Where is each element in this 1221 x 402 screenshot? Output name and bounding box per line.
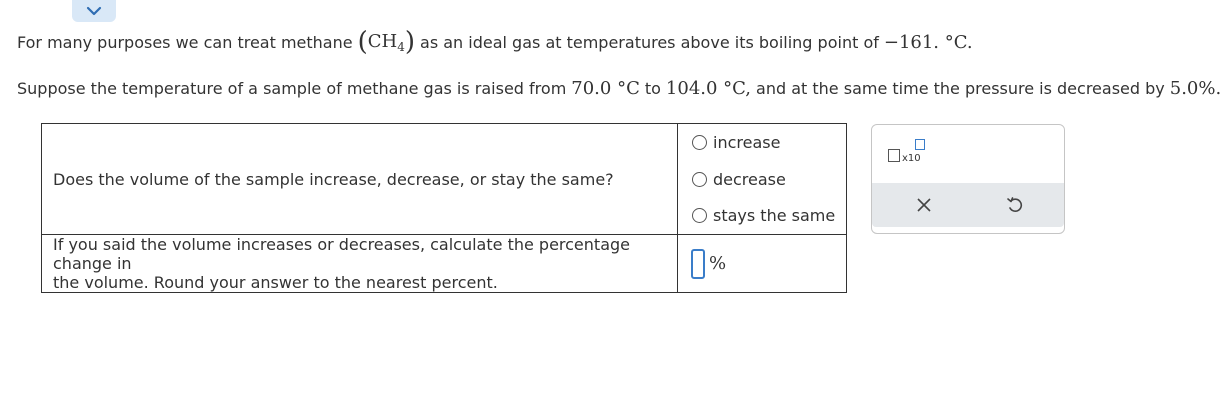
close-icon xyxy=(917,198,931,212)
question2-answer-cell xyxy=(678,235,847,293)
option-stays-the-same[interactable] xyxy=(678,197,846,234)
option-label: stays the same xyxy=(713,206,836,225)
chevron-down-icon xyxy=(86,6,102,16)
pressure-change: 5.0%. xyxy=(1169,77,1221,99)
mantissa-box-icon xyxy=(888,149,900,162)
scenario-text-1: Suppose the temperature of a sample of methane gas is raised from xyxy=(17,78,567,98)
option-label: decrease xyxy=(713,169,786,189)
scenario-text-3: and at the same time the pressure is decreased by xyxy=(756,78,1165,98)
intro-sentence xyxy=(17,28,973,56)
option-label: increase xyxy=(713,133,781,152)
question2-line1: If you said the volume increases or decreases, calculate the percentage change in xyxy=(53,235,630,273)
option-increase[interactable] xyxy=(678,124,846,161)
undo-button[interactable] xyxy=(1005,195,1025,215)
option-decrease[interactable] xyxy=(678,161,846,198)
initial-temperature: 70.0 °C xyxy=(571,77,640,99)
scientific-notation-button[interactable] xyxy=(888,139,928,165)
x10-label: x10 xyxy=(902,153,921,164)
question-row-volume-direction xyxy=(42,124,847,235)
boiling-point-value: −161. °C. xyxy=(883,31,973,53)
percent-change-input[interactable] xyxy=(691,249,705,279)
percent-unit: % xyxy=(709,253,727,274)
question-row-percent-change xyxy=(42,235,847,293)
methane-formula: $CH_4$ xyxy=(367,30,405,54)
radio-button-icon[interactable] xyxy=(692,172,707,187)
open-paren: ( xyxy=(357,27,368,57)
answer-tools-panel xyxy=(871,124,1065,234)
intro-text-after: as an ideal gas at temperatures above its boiling point of xyxy=(420,32,879,52)
clear-button[interactable] xyxy=(914,195,934,215)
question-table xyxy=(41,123,847,293)
exponent-box-icon xyxy=(915,139,925,150)
question2-line2: the volume. Round your answer to the nearest percent. xyxy=(53,273,498,292)
question1-text: Does the volume of the sample increase, decrease, or stay the same? xyxy=(42,124,678,235)
scenario-sentence xyxy=(17,74,1221,102)
question1-options xyxy=(678,124,847,235)
tools-toolbar xyxy=(872,183,1064,227)
close-paren: ) xyxy=(404,27,416,57)
radio-button-icon[interactable] xyxy=(692,135,707,150)
question2-text xyxy=(42,235,678,293)
intro-text-before: For many purposes we can treat methane xyxy=(17,32,353,52)
undo-icon xyxy=(1006,196,1024,214)
collapse-toggle-button[interactable] xyxy=(72,0,116,22)
radio-button-icon[interactable] xyxy=(692,208,707,223)
scenario-text-2: to xyxy=(644,78,661,98)
final-temperature: 104.0 °C, xyxy=(665,77,752,99)
